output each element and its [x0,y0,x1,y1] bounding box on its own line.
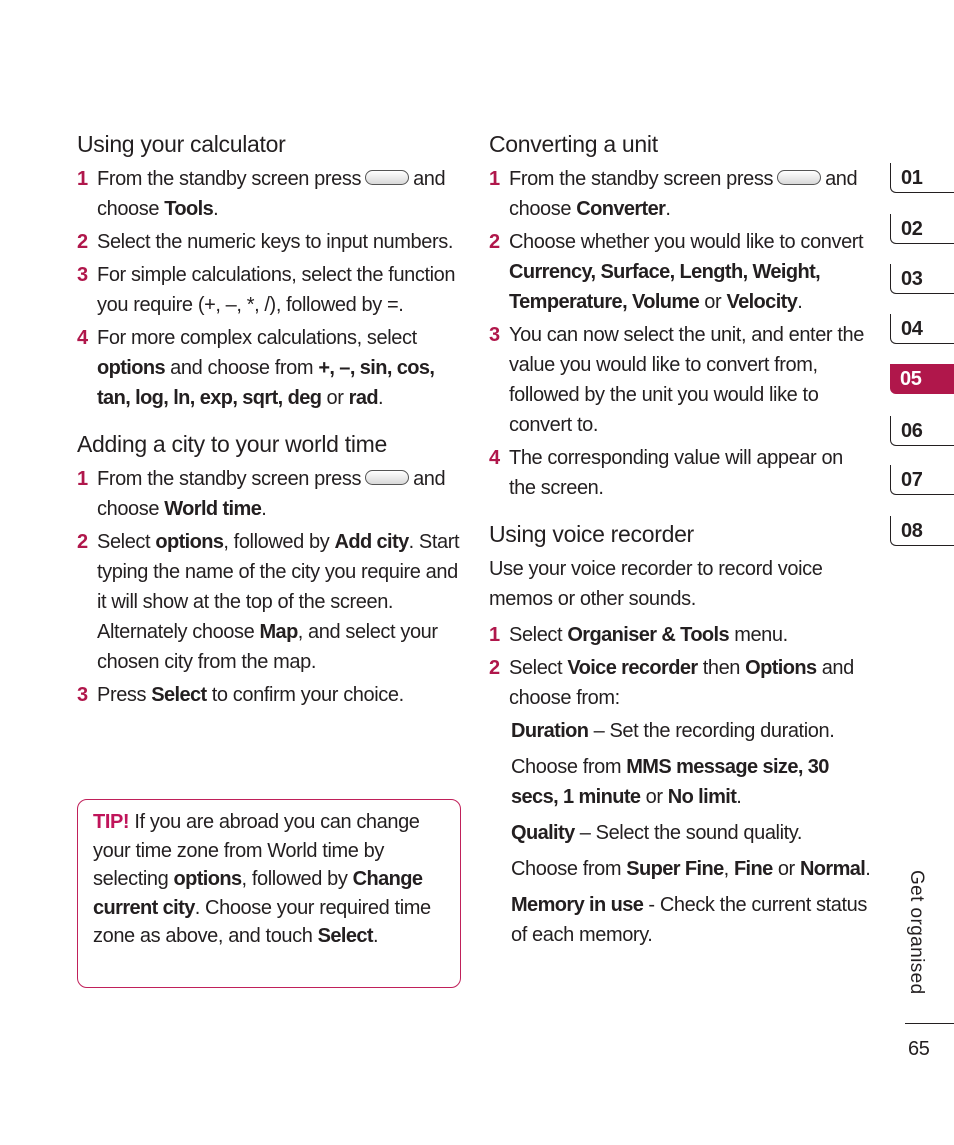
world-time-heading: Adding a city to your world time [77,431,387,457]
voice-recorder-heading: Using voice recorder [489,521,694,547]
tip-box: TIP! If you are abroad you can change your time zone from World time by selecting options, followed by Change current city. Choose your required time zone as above, and touch Select. [77,799,461,988]
chapter-tab-07[interactable]: 07 [890,465,954,495]
chapter-tab-04[interactable]: 04 [890,314,954,344]
chapter-tab-01[interactable]: 01 [890,163,954,193]
tip-label: TIP! [93,811,130,833]
world-step-3: 3 Press Select to confirm your choice. [77,684,404,706]
calc-step-1: 1 From the standby screen press and choose Tools. [77,168,446,220]
softkey-button-icon [777,170,821,185]
chapter-tab-08[interactable]: 08 [890,516,954,546]
page-number: 65 [908,1038,930,1060]
quality-choices: Choose from Super Fine, Fine or Normal. [511,858,871,880]
chapter-tab-03[interactable]: 03 [890,264,954,294]
duration-choices: Choose from MMS message size, 30 secs, 1 minute or No limit. [511,756,829,808]
calc-step-4: 4 For more complex calculations, select options and choose from +, –, sin, cos, tan, log, ln, exp, sqrt, deg or rad. [77,327,435,409]
calculator-heading: Using your calculator [77,131,286,157]
softkey-button-icon [365,170,409,185]
duration-option: Duration – Set the recording duration. [511,720,835,742]
chapter-tab-06[interactable]: 06 [890,416,954,446]
section-label: Get organised [906,870,927,995]
softkey-button-icon [365,470,409,485]
left-column [77,128,461,713]
world-step-1: 1 From the standby screen press and choose World time. [77,468,446,520]
voice-step-2: 2 Select Voice recorder then Options and choose from: [489,657,854,709]
chapter-tab-02[interactable]: 02 [890,214,954,244]
convert-step-1: 1 From the standby screen press and choose Converter. [489,168,858,220]
world-step-2: 2 Select options, followed by Add city. Start typing the name of the city you require and it will show at the top of the screen. Alternately choose Map, and select your chosen city from the map. [77,531,460,673]
quality-option: Quality – Select the sound quality. [511,822,803,844]
chapter-tab-05-active[interactable]: 05 [890,364,954,394]
convert-step-2: 2 Choose whether you would like to convert Currency, Surface, Length, Weight, Temperature, Volume or Velocity. [489,231,864,313]
convert-step-3: 3 You can now select the unit, and enter the value you would like to convert from, followed by the unit you would like to convert to. [489,324,864,436]
voice-intro: Use your voice recorder to record voice memos or other sounds. [489,558,823,610]
voice-step-1: 1 Select Organiser & Tools menu. [489,624,788,646]
calc-step-3: 3 For simple calculations, select the function you require (+, –, *, /), followed by =. [77,264,456,316]
right-column [489,128,874,956]
calc-step-2: 2 Select the numeric keys to input numbers. [77,231,454,253]
convert-step-4: 4 The corresponding value will appear on the screen. [489,447,843,499]
converter-heading: Converting a unit [489,131,658,157]
page-number-rule [905,1023,954,1024]
memory-option: Memory in use - Check the current status of each memory. [511,894,867,946]
